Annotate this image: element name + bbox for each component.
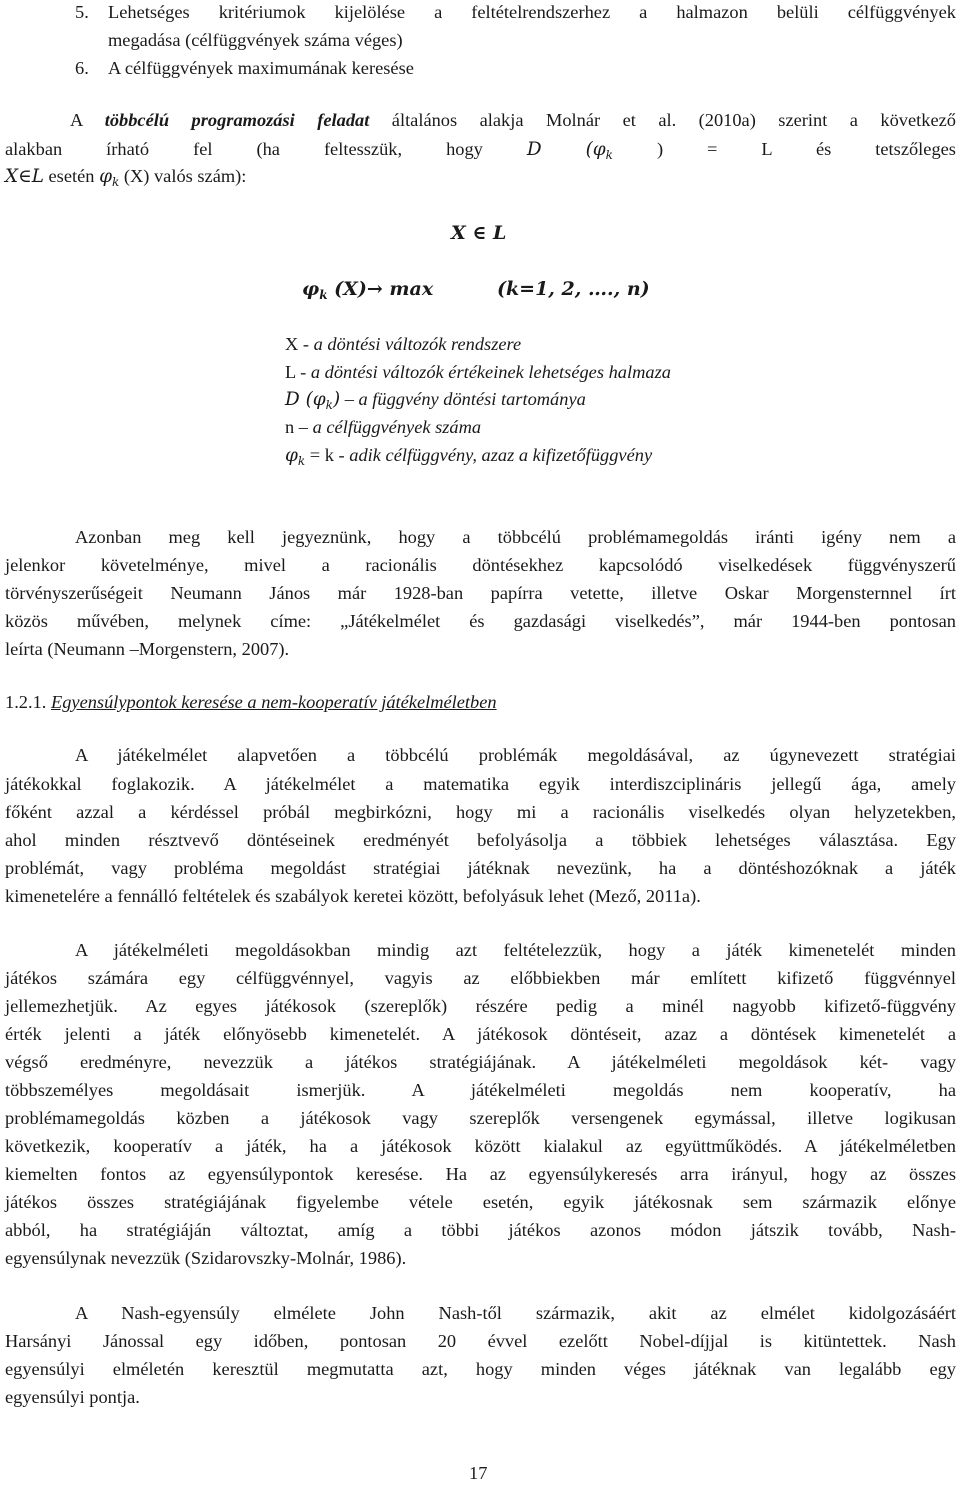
formula-objective: $\varphi_k$ (X)→ max — [302, 278, 434, 302]
text-line: egyensúlyi elméletén keresztül megmutatta azt, hogy minden véges játéknak van legalább egy — [5, 1359, 956, 1379]
text-line: Azonban meg kell jegyeznünk, hogy a többcélú problémamegoldás iránti igény nem a — [75, 527, 956, 547]
text-line: végső eredményre, nevezzük a játékos stratégiájának. A játékelméleti megoldások két- vagy — [5, 1052, 956, 1072]
text-line: Harsányi Jánossal egy időben, pontosan 20 évvel ezelőtt Nobel-díjjal is kitüntettek. Nash — [5, 1331, 956, 1351]
text-line: törvényszerűségeit Neumann János már 1928-ban papírra vetette, illetve Oskar Morgensternnel írt — [5, 583, 956, 603]
text-line: játékos számára egy célfüggvénnyel, vagyis az előbbiekben már említett kifizető függvénnyel — [5, 968, 956, 988]
text-line: játékokkal foglakozik. A játékelmélet a matematika egyik interdiszciplináris jellegű ága, amely — [5, 774, 956, 794]
definition-phi: $\varphi_k = k$ - adik célfüggvény, azaz a kifizetőfüggvény — [285, 445, 653, 468]
text-line: problémamegoldás közben a játékosok vagy szereplők versengenek egymással, illetve logikusan — [5, 1108, 956, 1128]
text-line: jellemezhetjük. Az egyes játékosok (szereplők) részére pedig a minél nagyobb kifizető-függvény — [5, 996, 956, 1016]
text-line: közös művében, melynek címe: „Játékelmélet és gazdasági viselkedés”, már 1944-ben pontosan — [5, 611, 956, 631]
text-line: érték jelenti a játék előnyösebb kimenetelét. A játékosok döntéseit, azaz a döntések kimenetelét a — [5, 1024, 956, 1044]
text-line: főként azzal a kérdéssel próbál megbirkózni, hogy mi a racionális viselkedés olyan helyzetekben, — [5, 802, 956, 822]
text-line: kimenetelére a fennálló feltételek és szabályok keretei között, befolyásuk lehet (Mező, 2011a). — [5, 886, 701, 906]
intro-line-1: A többcélú programozási feladat általános alakja Molnár et al. (2010a) szerint a következő — [70, 110, 956, 130]
text-line: problémát, vagy probléma megoldást stratégiai játéknak nevezünk, ha a döntéshozóknak a játék — [5, 858, 956, 878]
text-line: következik, kooperatív a játék, ha a játékosok között kialakul az együttműködés. A játékelméletben — [5, 1136, 956, 1156]
text-line: játékos összes stratégiájának figyelembe vétele esetén, egyik játékosnak sem származik előnye — [5, 1192, 956, 1212]
text-line: abból, ha stratégiáján változtat, amíg a többi játékos azonos módon játszik tovább, Nash- — [5, 1220, 956, 1240]
text-line: A játékelméleti megoldásokban mindig azt feltételezzük, hogy a játék kimenetelét minden — [75, 940, 956, 960]
definition-d: D $(\varphi_k)$ – a függvény döntési tartománya — [285, 389, 586, 412]
list-text-line: megadása (célfüggvények száma véges) — [108, 30, 403, 50]
text-line: többszemélyes megoldásait ismerjük. A játékelméleti megoldás nem kooperatív, ha — [5, 1080, 956, 1100]
text-line: A Nash-egyensúly elmélete John Nash-től származik, akit az elmélet kidolgozásáért — [75, 1303, 956, 1323]
text-line: kiemelten fontos az egyensúlypontok keresése. Ha az egyensúlykeresés arra irányul, hogy az összes — [5, 1164, 956, 1184]
text-line: egyensúlynak nevezzük (Szidarovszky-Molnár, 1986). — [5, 1248, 407, 1268]
list-text-line: Lehetséges kritériumok kijelölése a feltételrendszerhez a halmazon belüli célfüggvények — [108, 2, 956, 22]
list-number: 5. — [75, 2, 89, 22]
definition-l: L - a döntési változók értékeinek lehetséges halmaza — [285, 362, 671, 382]
text-line: egyensúlyi pontja. — [5, 1387, 140, 1407]
text-line: A játékelmélet alapvetően a többcélú problémák megoldásával, az úgynevezett stratégiai — [75, 745, 956, 765]
intro-line-2: alakban írható fel (ha feltesszük, hogy D ($\varphi_k$ ) = L és tetszőleges — [5, 139, 956, 162]
section-heading — [5, 692, 497, 713]
text-line: leírta (Neumann –Morgenstern, 2007). — [5, 639, 290, 659]
section-title: Egyensúlypontok keresése a nem-kooperatív játékelméletben — [50, 692, 497, 712]
list-number: 6. — [75, 58, 89, 78]
definition-n: n – a célfüggvények száma — [285, 417, 482, 437]
text-line: jelenkor követelménye, mivel a racionális döntésekhez kapcsolódó viselkedések függvényszerű — [5, 555, 956, 575]
list-text-line: A célfüggvények maximumának keresése — [108, 58, 414, 78]
intro-line-3: X∈L esetén $\varphi_k$ (X) valós szám): — [5, 166, 247, 189]
page-number: 17 — [469, 1463, 488, 1483]
formula-constraint: X ∈ L — [451, 222, 507, 244]
text-line: ahol minden résztvevő döntéseinek eredményét befolyásolja a többiek lehetséges választása. Egy — [5, 830, 956, 850]
intro-term: többcélú programozási feladat — [104, 110, 370, 130]
formula-range: (k=1, 2, …., n) — [497, 278, 650, 300]
section-number: 1.2.1. — [5, 692, 51, 712]
definition-x: X - a döntési változók rendszere — [285, 334, 522, 354]
